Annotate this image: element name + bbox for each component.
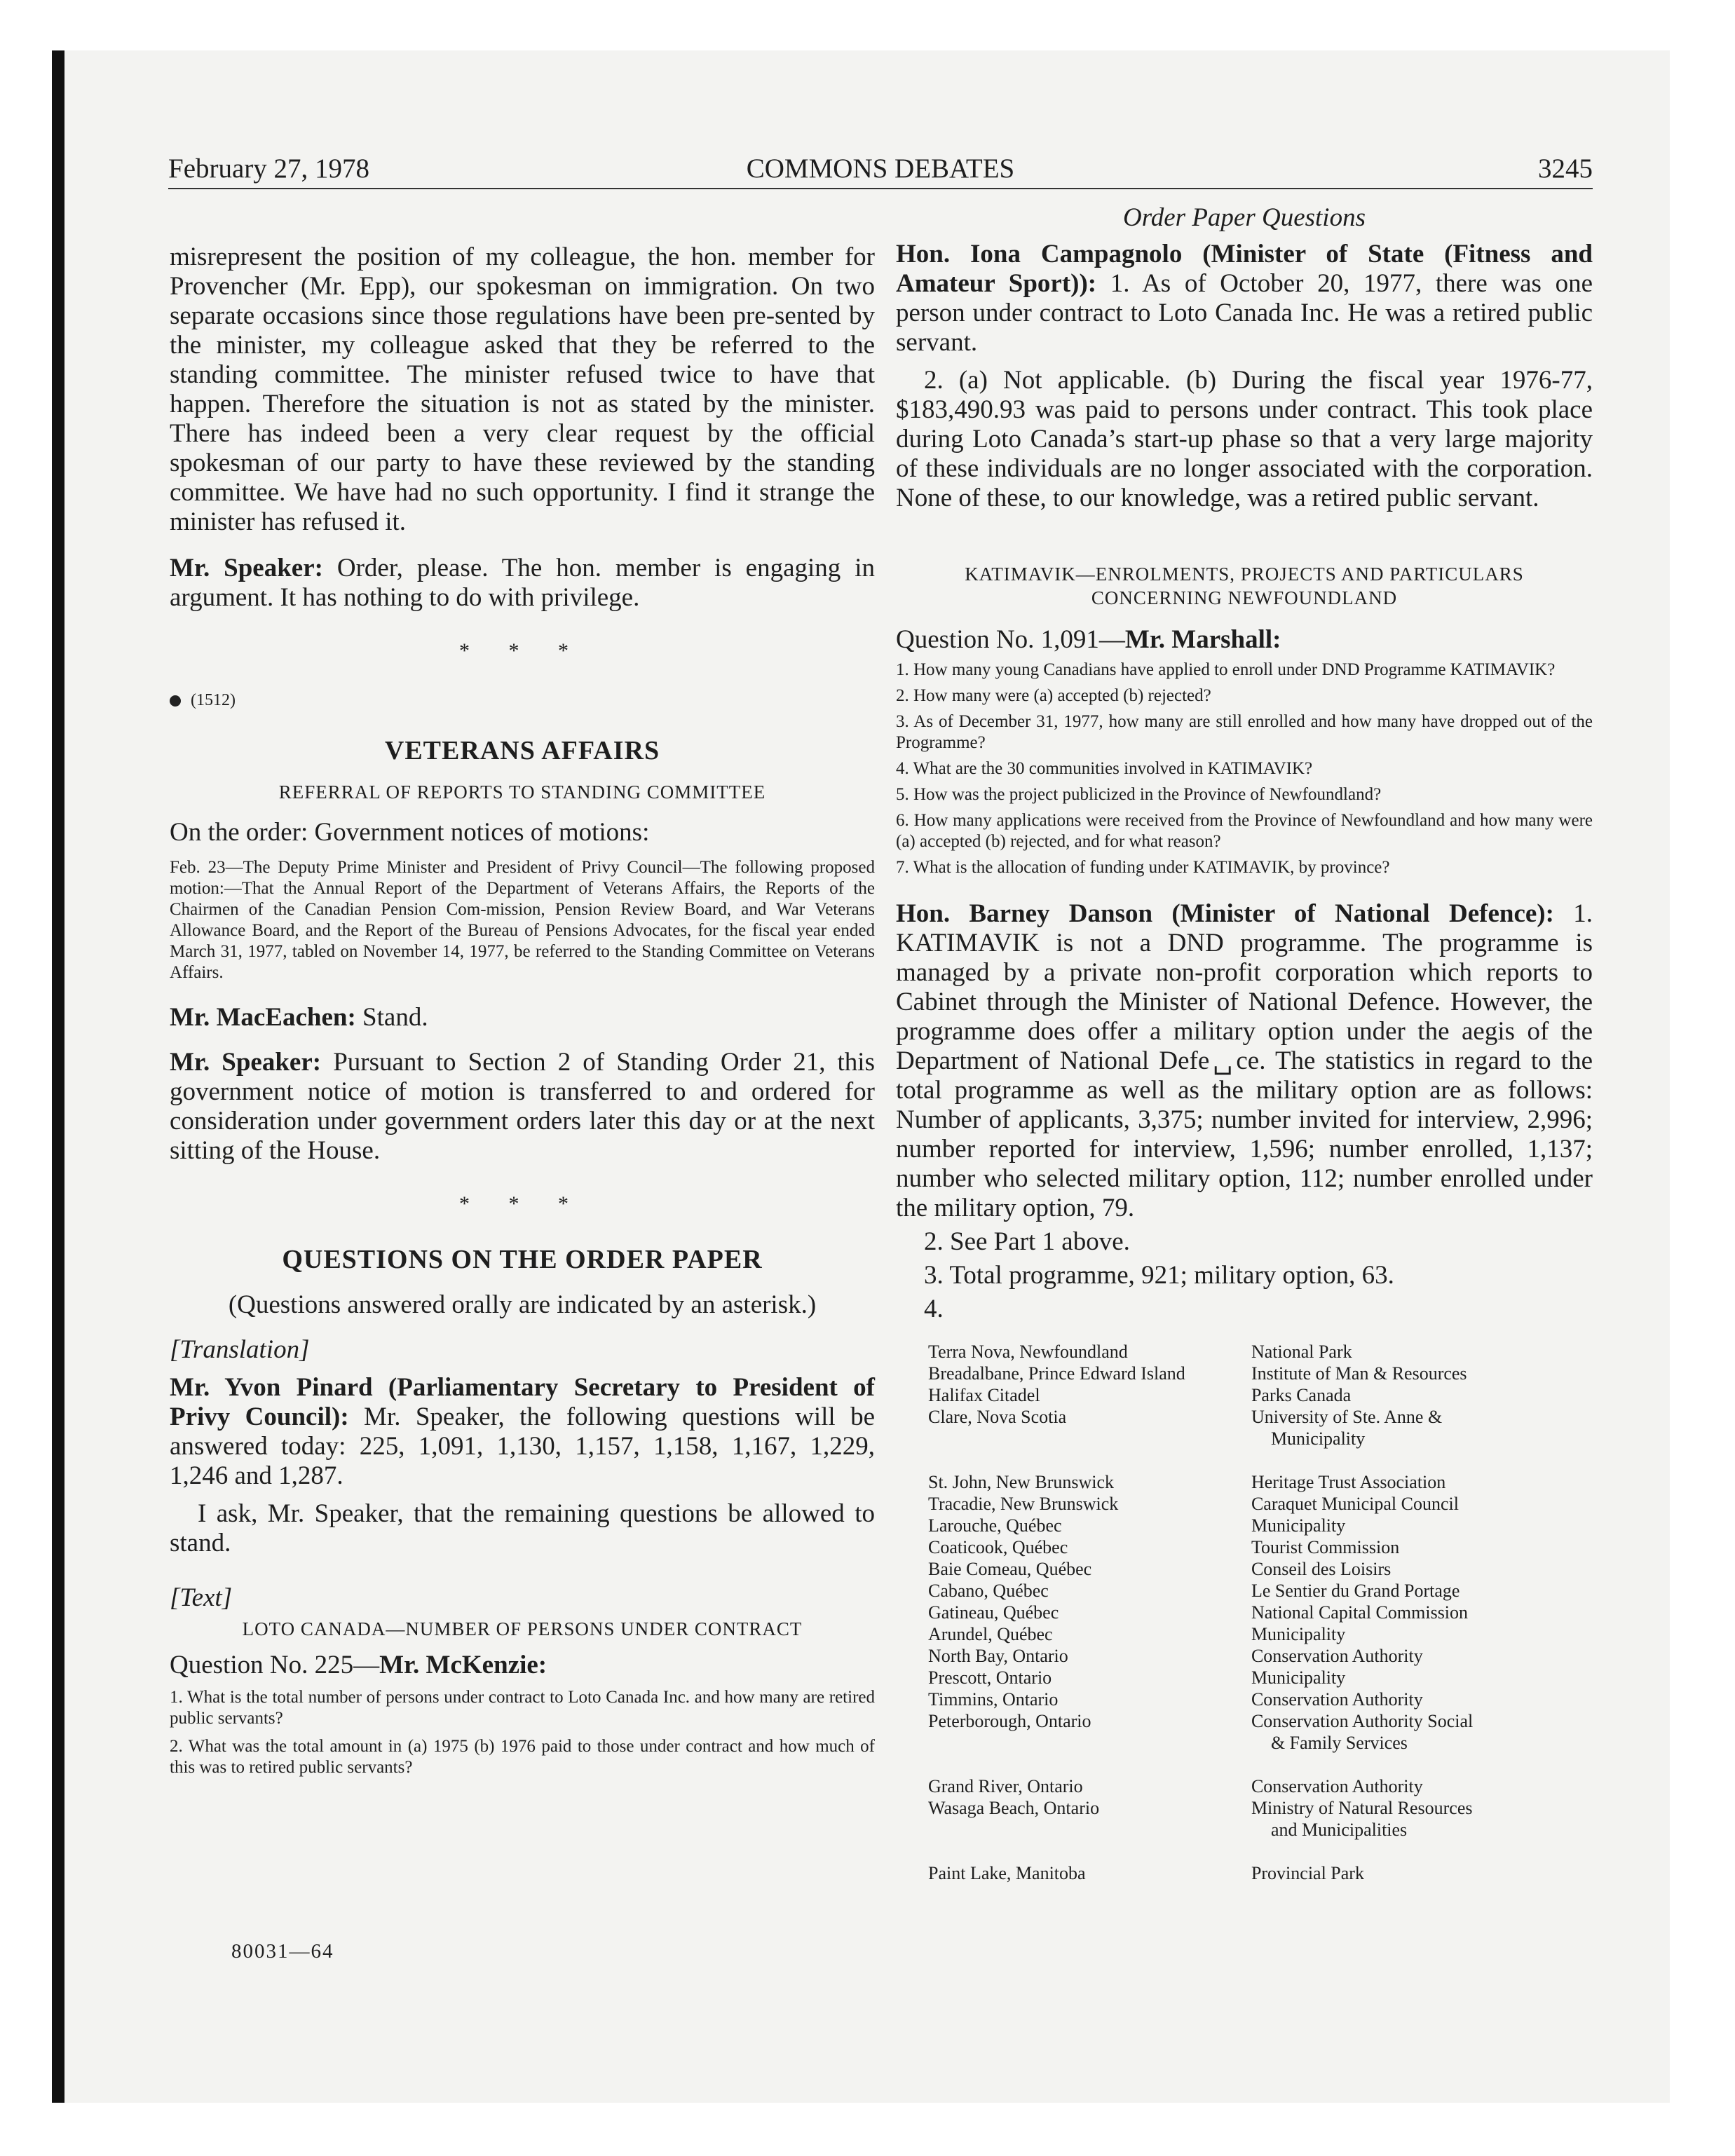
left-column [170,203,875,1778]
page-header [168,153,1593,188]
institution-cell: Institute of Man & Resources [1251,1363,1467,1384]
scan-edge [52,50,64,2103]
institution-cell: Ministry of Natural Resources [1251,1798,1473,1818]
table-row [896,1710,1593,1732]
speaker-name: Hon. Barney Danson (Minister of National Defence): [896,899,1554,928]
header-rule [168,188,1593,189]
questions-note: (Questions answered orally are indicated by an asterisk.) [228,1290,817,1319]
section-separator: * * * [459,639,585,662]
speaker-name: Hon. Iona Campagnolo (Minister of State (Fitness and Amateur Sport)): [896,240,1593,298]
table-row [896,1536,1593,1558]
institution-cell: National Park [1251,1342,1352,1362]
paragraph: 2. (a) Not applicable. (b) During the fiscal year 1976-77, $183,490.93 was paid to persons under contract. This took place during Loto Canada’s start-up phase so that a very large majority of these individuals are no longer associated with the corporation. None of these, to our knowledge, was a retired public servant. [896,366,1593,512]
institution-cell: Heritage Trust Association [1251,1472,1446,1492]
table-row [896,1428,1593,1449]
location-cell [896,1428,1251,1449]
speaker-name: Mr. MacEachen: [170,1003,356,1032]
question-item: 2. What was the total amount in (a) 1975 (b) 1976 paid to those under contract and how much of this was to retired public servants? [170,1737,875,1777]
location-cell: Halifax Citadel [928,1385,1040,1405]
institution-cell: Provincial Park [1251,1863,1364,1883]
location-cell: Larouche, Québec [928,1515,1062,1536]
text-tag: [Text] [170,1583,233,1612]
table-row [896,1754,1593,1797]
location-cell: Clare, Nova Scotia [928,1407,1067,1427]
institution-cell: Tourist Commission [1251,1537,1400,1557]
table-row [896,1732,1593,1754]
paragraph [896,899,1593,1223]
page-date: February 27, 1978 [168,153,370,184]
location-cell: Wasaga Beach, Ontario [928,1798,1100,1818]
location-cell: Breadalbane, Prince Edward Island [928,1363,1185,1384]
section-subheading: KATIMAVIK—ENROLMENTS, PROJECTS AND PARTICULARS CONCERNING NEWFOUNDLAND [965,564,1524,608]
section-heading: QUESTIONS ON THE ORDER PAPER [282,1245,763,1274]
paragraph [896,240,1593,357]
member-name: Mr. McKenzie: [379,1651,547,1679]
paragraph: I ask, Mr. Speaker, that the remaining questions be allowed to stand. [170,1499,875,1557]
page-number: 3245 [1538,153,1593,184]
institution-cell: Parks Canada [1251,1385,1352,1405]
speaker-name: Mr. Speaker: [170,1048,322,1077]
table-row [896,1841,1593,1884]
question-item: 5. How was the project publicized in the Province of Newfoundland? [896,785,1382,804]
location-cell: Cabano, Québec [928,1581,1049,1601]
paragraph: misrepresent the position of my colleague, the hon. member for Provencher (Mr. Epp), our spokesman on immigration. On two separate occasions since those regulations have been pre-sented by the minister, my colleague asked that they be referred to the standing committee. The minister refused twice to have that happen. Therefore the situation is not as stated by the minister. There has indeed been a very clear request by the official spokesman of our party to have these reviewed by the standing committee. We have had no such opportunity. I find it strange the minister has refused it. [170,243,875,536]
order-line: On the order: Government notices of motions: [170,818,650,847]
location-cell: Prescott, Ontario [928,1667,1052,1688]
section-heading: VETERANS AFFAIRS [384,736,660,765]
speech-text: Stand. [355,1003,428,1032]
institution-cell: University of Ste. Anne & [1251,1407,1443,1427]
location-cell: Paint Lake, Manitoba [928,1863,1086,1883]
location-cell: Tracadie, New Brunswick [928,1494,1119,1514]
paragraph [170,1373,875,1491]
location-cell: Grand River, Ontario [928,1776,1083,1796]
speech-text: Mr. Speaker, the following questions will be answered today: 225, 1,091, 1,130, 1,157, 1,158, 1,167, 1,229, 1,246 and 1,287. [170,1403,875,1490]
paragraph: 4. [924,1295,944,1323]
location-cell [896,1732,1251,1754]
question-heading: Question No. 1,091—Mr. Marshall: [896,625,1281,654]
speech-text: Order, please. The hon. member is engaging in argument. It has nothing to do with privilege. [170,554,875,612]
question-list [896,660,1593,878]
table-row [896,1688,1593,1710]
location-cell: St. John, New Brunswick [928,1472,1115,1492]
location-cell: Timmins, Ontario [928,1689,1059,1710]
paragraph [170,1003,875,1032]
table-row [896,1406,1593,1428]
institution-cell: Conservation Authority Social [1251,1711,1474,1731]
section-title: Order Paper Questions [1123,203,1366,232]
location-cell: North Bay, Ontario [928,1646,1068,1666]
motion-text: Feb. 23—The Deputy Prime Minister and President of Privy Council—The following proposed motion:—That the Annual Report of the Department of Veterans Affairs, the Reports of the Chairmen of the Canadian Pension Com-mission, Pension Review Board, and War Veterans Allowance Board, and the Report of the Bureau of Pensions Advocates, for the fiscal year ended March 31, 1977, tabled on November 14, 1977, be referred to the Standing Committee on Veterans Affairs. [170,858,875,982]
question-item: 6. How many applications were received from the Province of Newfoundland and how many were (a) accepted (b) rejected, and for what reason? [896,811,1593,851]
location-cell: Gatineau, Québec [928,1602,1059,1623]
speaker-name: Mr. Speaker: [170,554,323,582]
institution-cell: Conservation Authority [1251,1646,1423,1666]
location-cell: Terra Nova, Newfoundland [928,1342,1128,1362]
table-row [896,1341,1593,1363]
member-name: Mr. Marshall: [1124,625,1281,654]
institution-cell: Conseil des Loisirs [1251,1559,1392,1579]
institution-cell: Municipality [1251,1624,1346,1644]
location-cell: Peterborough, Ontario [928,1711,1091,1731]
time-marker: (1512) [170,691,875,710]
table-row [896,1515,1593,1536]
paragraph: 2. See Part 1 above. [924,1227,1130,1256]
question-heading: Question No. 225—Mr. McKenzie: [170,1651,547,1679]
institution-cell: Conservation Authority [1251,1689,1423,1710]
table-row [896,1797,1593,1819]
question-item: 4. What are the 30 communities involved in KATIMAVIK? [896,759,1313,778]
institution-cell: Conservation Authority [1251,1776,1423,1796]
section-subheading: REFERRAL OF REPORTS TO STANDING COMMITTEE [278,782,766,803]
right-column [896,203,1593,1884]
institution-cell: Le Sentier du Grand Portage [1251,1581,1460,1601]
speaker-name: Mr. Yvon Pinard (Parliamentary Secretary to President of Privy Council): [170,1373,875,1431]
speech-text: Pursuant to Section 2 of Standing Order 21, this government notice of motion is transferred to and ordered for consideration under government orders later this day or at the next sitting of the House. [170,1048,875,1165]
footer-code: 80031—64 [231,1940,334,1963]
location-cell: Arundel, Québec [928,1624,1053,1644]
speech-text: 1. KATIMAVIK is not a DND programme. The programme is managed by a private non-profit corporation which reports to Cabinet through the Minister of National Defence. However, the programme does offer a military option under the aegis of the Department of National Defe␣ce. The statistics in regard to the total programme as well as the military option are as follows: Number of applicants, 3,375; number invited for interview, 2,996; number reported for interview, 1,596; number enrolled, 1,137; number who selected military option, 112; number enrolled under the military option, 79. [896,899,1593,1222]
communities-table [896,1341,1593,1884]
institution-cell: Caraquet Municipal Council [1251,1494,1459,1514]
bullet-icon [170,695,181,707]
table-row [896,1645,1593,1667]
table-row [896,1363,1593,1384]
location-cell: Coaticook, Québec [928,1537,1068,1557]
table-row [896,1623,1593,1645]
institution-cell: and Municipalities [1270,1820,1408,1840]
publication-title: COMMONS DEBATES [746,153,1015,184]
speech-text: 1. As of October 20, 1977, there was one person under contract to Loto Canada Inc. He was a retired public servant. [896,269,1593,357]
location-cell: Baie Comeau, Québec [928,1559,1092,1579]
table-row [896,1449,1593,1493]
table-row [896,1384,1593,1406]
question-item: 3. As of December 31, 1977, how many are still enrolled and how many have dropped out of the Programme? [896,712,1593,752]
institution-cell: Municipality [1270,1428,1366,1449]
paragraph [170,554,875,613]
institution-cell: Municipality [1251,1515,1346,1536]
table-row [896,1667,1593,1688]
paragraph [170,1048,875,1166]
table-row [896,1819,1593,1841]
section-subheading: LOTO CANADA—NUMBER OF PERSONS UNDER CONTRACT [242,1618,803,1639]
section-separator: * * * [459,1192,585,1215]
table-row [896,1493,1593,1515]
institution-cell: Municipality [1251,1667,1346,1688]
question-item: 1. How many young Canadians have applied to enroll under DND Programme KATIMAVIK? [896,660,1556,679]
question-item: 2. How many were (a) accepted (b) rejected? [896,686,1211,705]
table-row [896,1602,1593,1623]
translation-tag: [Translation] [170,1335,310,1364]
table-row [896,1580,1593,1602]
question-item: 1. What is the total number of persons under contract to Loto Canada Inc. and how many are retired public servants? [170,1688,875,1728]
institution-cell: & Family Services [1270,1733,1408,1753]
location-cell [896,1819,1251,1841]
table-row [896,1558,1593,1580]
institution-cell: National Capital Commission [1251,1602,1469,1623]
paragraph: 3. Total programme, 921; military option, 63. [924,1261,1394,1290]
question-item: 7. What is the allocation of funding under KATIMAVIK, by province? [896,858,1390,877]
